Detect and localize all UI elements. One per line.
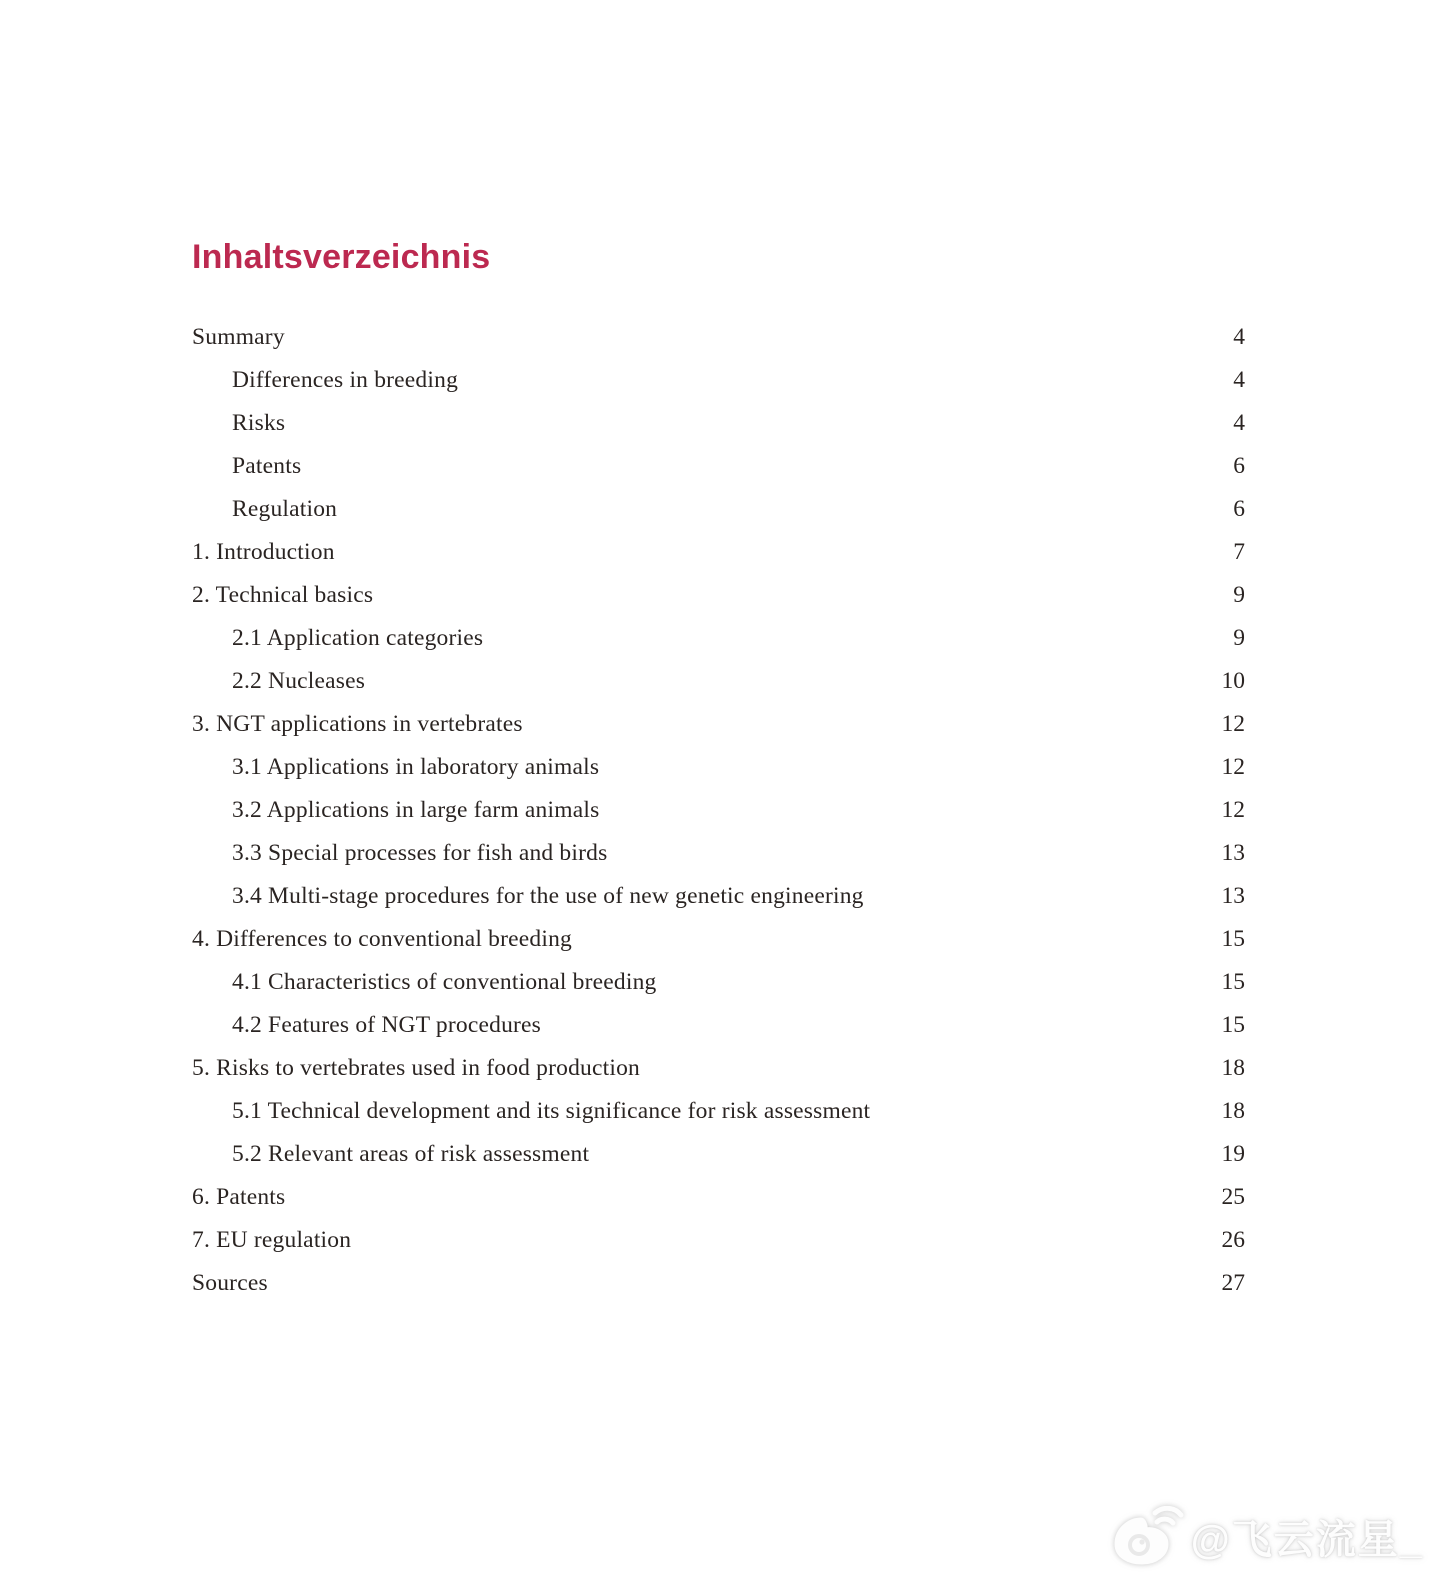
watermark [1111,1506,1424,1566]
toc-entry-page: 12 [1221,796,1245,823]
toc-entry-label: 3.4 Multi-stage procedures for the use of new genetic engineering [232,882,864,909]
toc-entry-page: 27 [1221,1269,1245,1296]
toc-entry-page: 26 [1221,1226,1245,1253]
toc-entry-page: 19 [1221,1140,1245,1167]
toc-entry-page: 12 [1221,753,1245,780]
toc-entry-label: 3.1 Applications in laboratory animals [232,753,600,780]
toc-entry [192,1141,1245,1184]
toc-entry-label: 5.2 Relevant areas of risk assessment [232,1140,590,1167]
toc-entry-page: 18 [1221,1097,1245,1124]
watermark-handle: @飞云流星_ [1190,1517,1424,1562]
toc-entry [192,754,1245,797]
toc-entry [192,1184,1245,1227]
toc-entry-label: Regulation [232,495,338,522]
toc-entry [192,711,1245,754]
toc-entry-page: 6 [1233,452,1245,479]
toc-entry-page: 6 [1233,495,1245,522]
toc-entry-label: 4.2 Features of NGT procedures [232,1011,542,1038]
toc-entry [192,539,1245,582]
toc-entry-page: 4 [1233,366,1245,393]
toc-entry-label: Sources [192,1269,268,1296]
toc-entry [192,1012,1245,1055]
toc-entry-label: 2.2 Nucleases [232,667,366,694]
toc-entry-page: 15 [1221,968,1245,995]
toc-entry [192,668,1245,711]
toc-entry [192,625,1245,668]
toc-list [192,324,1245,1313]
toc-entry [192,926,1245,969]
toc-entry-label: 4. Differences to conventional breeding [192,925,572,952]
toc-entry-label: 2. Technical basics [192,581,374,608]
toc-entry [192,1227,1245,1270]
toc-content [192,237,1245,1313]
toc-entry-label: 3. NGT applications in vertebrates [192,710,523,737]
toc-entry-page: 10 [1221,667,1245,694]
toc-entry [192,797,1245,840]
toc-entry [192,453,1245,496]
toc-entry [192,496,1245,539]
toc-entry [192,367,1245,410]
toc-entry-page: 7 [1233,538,1245,565]
toc-entry-page: 15 [1221,1011,1245,1038]
toc-entry-label: Patents [232,452,302,479]
toc-entry-label: 3.3 Special processes for fish and birds [232,839,608,866]
toc-entry-label: 7. EU regulation [192,1226,352,1253]
toc-entry-label: Risks [232,409,286,436]
toc-entry [192,582,1245,625]
toc-entry-page: 13 [1221,882,1245,909]
toc-entry [192,969,1245,1012]
toc-entry-page: 12 [1221,710,1245,737]
toc-entry-page: 18 [1221,1054,1245,1081]
weibo-logo-icon [1111,1506,1185,1566]
toc-entry-page: 4 [1233,409,1245,436]
toc-entry-label: 1. Introduction [192,538,335,565]
toc-entry [192,1270,1245,1313]
toc-entry-label: 3.2 Applications in large farm animals [232,796,600,823]
toc-entry-label: Differences in breeding [232,366,459,393]
page-title: Inhaltsverzeichnis [192,238,491,276]
toc-entry-label: 5. Risks to vertebrates used in food production [192,1054,640,1081]
toc-entry-page: 15 [1221,925,1245,952]
toc-entry [192,324,1245,367]
toc-entry [192,840,1245,883]
toc-entry-label: 6. Patents [192,1183,286,1210]
toc-entry-page: 13 [1221,839,1245,866]
toc-entry-page: 9 [1233,581,1245,608]
toc-entry-page: 4 [1233,323,1245,350]
toc-entry [192,883,1245,926]
toc-entry-label: Summary [192,323,285,350]
toc-entry-label: 4.1 Characteristics of conventional breeding [232,968,657,995]
toc-entry [192,1055,1245,1098]
toc-entry [192,410,1245,453]
toc-entry-label: 2.1 Application categories [232,624,484,651]
toc-entry [192,1098,1245,1141]
toc-entry-page: 25 [1221,1183,1245,1210]
toc-entry-page: 9 [1233,624,1245,651]
toc-entry-label: 5.1 Technical development and its significance for risk assessment [232,1097,871,1124]
